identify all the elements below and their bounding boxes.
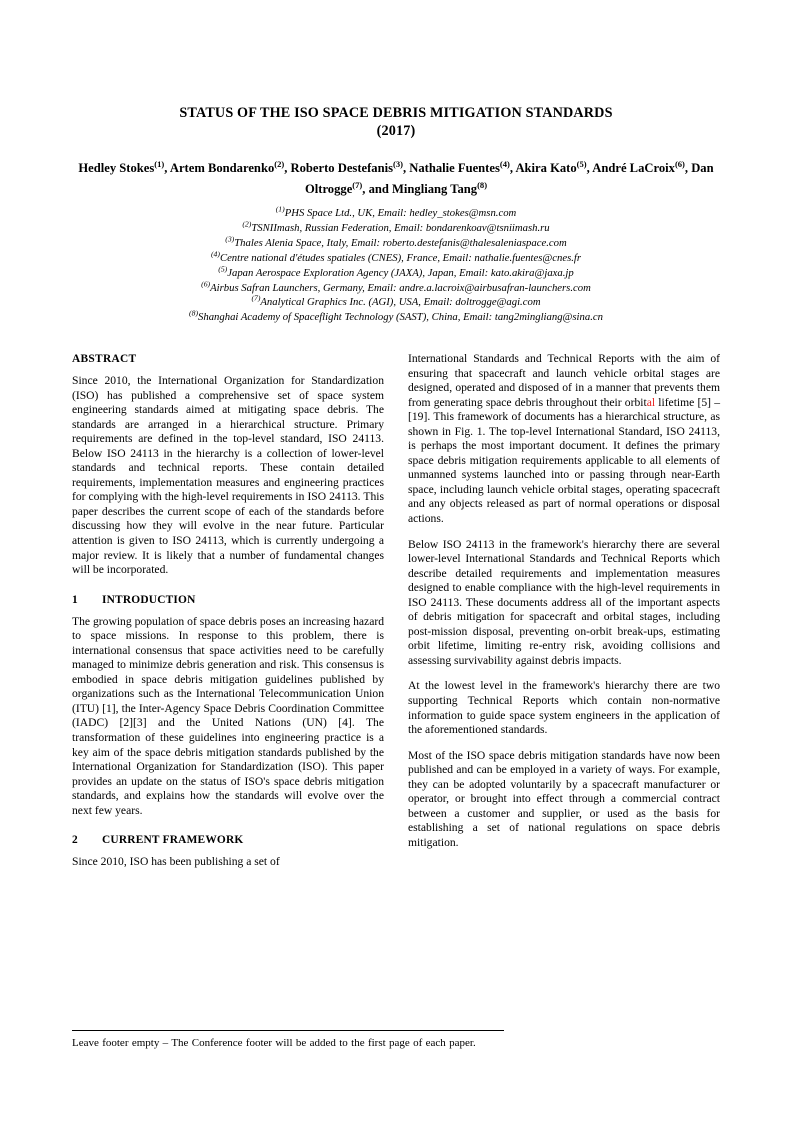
affiliation-line	[72, 236, 720, 251]
section-heading-current-framework	[72, 833, 384, 848]
affiliation-line	[72, 266, 720, 281]
right-paragraph-3: At the lowest level in the framework's hierarchy there are two supporting Technical Reports which contain non-normative information to guide space system engineers in the application of the aforementioned standards.	[408, 679, 720, 737]
affiliation-text: Centre national d'études spatiales (CNES), France, Email: nathalie.fuentes@cnes.fr	[219, 251, 582, 264]
abstract-paragraph: Since 2010, the International Organization for Standardization (ISO) has published a comprehensive set of space system engineering standards aimed at mitigating space debris. The standards are arranged in a hierarchical structure. Primary requirements are defined in the top-level standard, ISO 24113. Below ISO 24113 in the hierarchy is a collection of lower-level standards and technical reports. These contain detailed requirements, implementation measures and engineering practices for complying with the high-level requirements in ISO 24113. This paper describes the current scope of each of the standards before discussing how they will evolve in the near future. Particular attention is given to ISO 24113, which is currently undergoing a major review. It is likely that a number of fundamental changes will be incorporated.	[72, 374, 384, 577]
affiliation-marker: (8)	[189, 308, 199, 318]
affiliation-line	[72, 295, 720, 310]
affiliation-marker: (6)	[201, 278, 211, 288]
section1-paragraph: The growing population of space debris poses an increasing hazard to space missions. In response to this problem, there is international consensus that space activities need to be carefully managed to minimize debris generation and risk. This consensus is embodied in space debris mitigation guidelines published by organizations such as the International Telecommunication Union (ITU) [1], the Inter-Agency Space Debris Coordination Committee (IADC) [2][3] and the United Nations (UN) [4]. The transformation of these guidelines into engineering practice is a key aim of the space debris mitigation standards published by the International Organization for Standardization (ISO). This paper provides an update on the status of ISO's space debris mitigation standards, and explains how the standards will evolve over the next few years.	[72, 614, 384, 817]
author-entry	[392, 179, 488, 196]
section-number: 1	[72, 593, 78, 606]
author-name: Dan Oltrogge	[304, 161, 714, 196]
paper-title-year: (2017)	[376, 123, 416, 139]
title-block	[72, 104, 720, 140]
column-right	[408, 352, 720, 851]
abstract-heading: ABSTRACT	[72, 353, 137, 365]
affiliation-marker: (3)	[225, 234, 235, 244]
body-columns	[72, 352, 720, 972]
highlighted-text-segment: al	[646, 395, 656, 409]
section2-paragraph-start: Since 2010, ISO has been publishing a set of	[72, 855, 280, 869]
affiliation-text: Airbus Safran Launchers, Germany, Email: andre.a.lacroix@airbusafran-launchers.com	[210, 281, 591, 294]
right-paragraph-2: Below ISO 24113 in the framework's hierarchy there are several lower-level International Standards and Technical Reports which describe detailed requirements and implementation measures designed to enable compliance with the high-level requirements in ISO 24113. These documents address all of the important aspects of debris mitigation for spacecraft and orbital stages, including post-mission disposal, preventing on-orbit break-ups, estimating orbit lifetime, limiting re-entry risk, avoiding collisions and assessing survivability against debris impacts.	[408, 537, 720, 667]
affiliation-line	[72, 221, 720, 236]
right-paragraph-1	[408, 352, 720, 527]
footer-divider	[72, 1030, 504, 1031]
affiliation-line	[72, 206, 720, 221]
affiliation-text: Japan Aerospace Exploration Agency (JAXA), Japan, Email: kato.akira@jaxa.jp	[227, 266, 574, 279]
section-title: INTRODUCTION	[102, 593, 196, 606]
paragraph-text-segment: International Standards and Technical Reports with the aim of ensuring that spacecraft and launch vehicle orbital stages are designed, operated and disposed of in a manner that prevents them from generating space debris throughout their orbit	[408, 352, 720, 409]
affiliation-list	[72, 206, 720, 325]
author-affiliation-marker: (5)	[576, 158, 587, 169]
section-heading-introduction	[72, 593, 384, 608]
affiliation-text: TSNIImash, Russian Federation, Email: bondarenkoav@tsniimash.ru	[251, 221, 550, 234]
author-name: Mingliang Tang	[392, 182, 478, 196]
author-entry	[592, 158, 685, 175]
author-affiliation-marker: (8)	[477, 179, 488, 190]
page-title	[72, 104, 720, 140]
author-affiliation-marker: (3)	[393, 158, 403, 169]
author-name: Akira Kato	[515, 161, 577, 175]
author-affiliation-marker: (7)	[352, 179, 363, 190]
affiliation-line	[72, 251, 720, 266]
author-list	[72, 158, 720, 200]
author-separator: ,	[164, 161, 170, 175]
author-affiliation-marker: (2)	[274, 158, 285, 169]
author-name: Nathalie Fuentes	[409, 161, 500, 175]
affiliation-marker: (2)	[242, 219, 252, 229]
author-separator: ,	[586, 161, 593, 175]
affiliation-line	[72, 278, 720, 296]
author-separator: ,	[684, 161, 692, 175]
affiliation-marker: (7)	[251, 293, 261, 303]
column-left	[72, 352, 384, 870]
author-entry	[290, 158, 403, 175]
footer-note: Leave footer empty – The Conference footer will be added to the first page of each paper.	[72, 1037, 476, 1049]
affiliation-text: Analytical Graphics Inc. (AGI), USA, Email: doltrogge@agi.com	[260, 296, 541, 309]
right-paragraph-4: Most of the ISO space debris mitigation standards have now been published and can be employed in a variety of ways. For example, they can be adopted voluntarily by a spacecraft manufacturer or operator, or brought into effect through a commercial contract between a customer and supplier, or used as the basis for establishing a set of national regulations on space debris mitigation.	[408, 748, 720, 849]
author-affiliation-marker: (4)	[499, 158, 510, 169]
affiliation-text: Thales Alenia Space, Italy, Email: roberto.destefanis@thalesaleniaspace.com	[234, 236, 567, 249]
affiliation-marker: (5)	[218, 264, 228, 274]
author-separator: ,	[402, 161, 410, 175]
paper-title-main: STATUS OF THE ISO SPACE DEBRIS MITIGATION STANDARDS	[179, 105, 613, 121]
section-title: CURRENT FRAMEWORK	[102, 834, 244, 847]
section-number: 2	[72, 834, 78, 847]
author-entry	[78, 158, 165, 175]
author-name: Hedley Stokes	[78, 161, 155, 175]
author-separator: ,	[509, 161, 516, 175]
affiliation-text: Shanghai Academy of Spaceflight Technology (SAST), China, Email: tang2mingliang@sina.cn	[198, 311, 603, 324]
paragraph-text-segment: lifetime [5] – [19]. This framework of documents has a hierarchical structure, as shown in Fig. 1. The top-level International Standard, ISO 24113, is perhaps the most important document. It defines the primary space debris mitigation requirements applicable to all elements of unmanned systems launched into or passing through near-Earth space, including launch vehicle orbital stages, operating spacecraft and any objects released as part of normal operations or disposal actions.	[408, 395, 720, 526]
author-entry	[409, 158, 510, 175]
author-separator: ,	[284, 161, 291, 175]
author-affiliation-marker: (1)	[154, 158, 165, 169]
page-footer	[72, 1030, 720, 1050]
author-name: Artem Bondarenko	[169, 161, 275, 175]
author-name: André LaCroix	[592, 161, 675, 175]
affiliation-marker: (4)	[210, 249, 220, 259]
author-entry	[515, 158, 587, 175]
author-separator: , and	[362, 182, 393, 196]
author-entry	[169, 158, 285, 175]
affiliation-text: PHS Space Ltd., UK, Email: hedley_stokes@msn.com	[284, 207, 517, 219]
author-affiliation-marker: (6)	[674, 158, 685, 169]
affiliation-line	[72, 310, 720, 325]
author-name: Roberto Destefanis	[290, 161, 393, 175]
affiliation-marker: (1)	[275, 204, 285, 214]
